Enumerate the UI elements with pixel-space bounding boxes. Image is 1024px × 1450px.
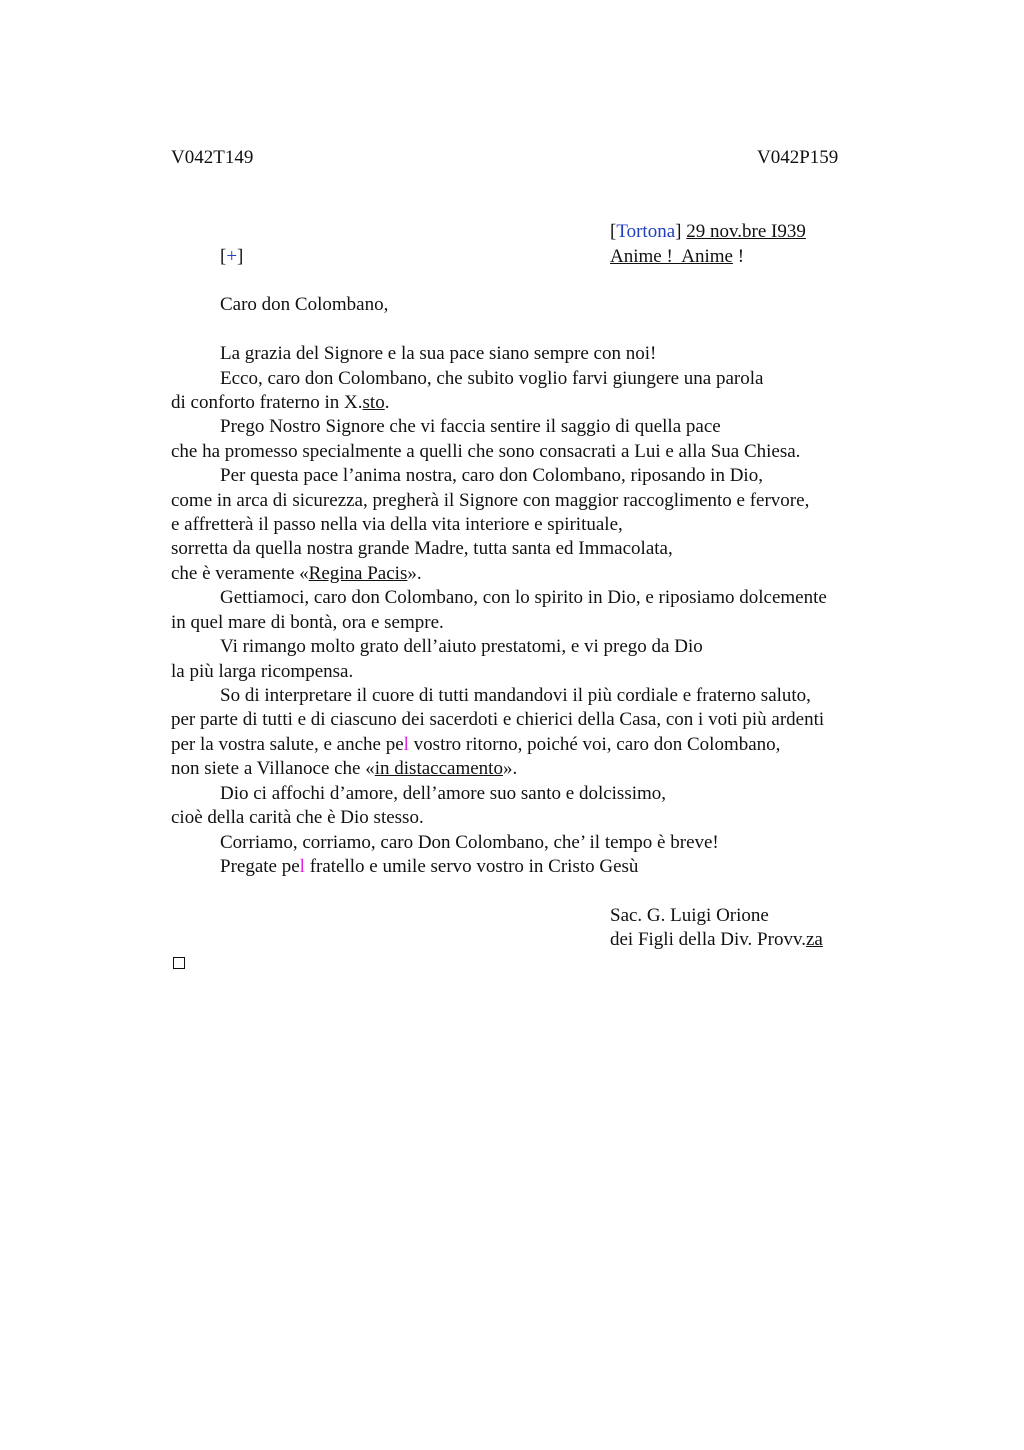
place-bracket-open: [	[610, 221, 617, 242]
body-line: e affretterà il passo nella via della vita interiore e spirituale,	[171, 514, 623, 535]
place-bracket-close: ]	[675, 221, 682, 242]
salutation: Caro don Colombano,	[220, 294, 389, 315]
body-line: non siete a Villanoce che «in distaccamento».	[171, 758, 518, 779]
body-line: che è veramente «Regina Pacis».	[171, 563, 422, 584]
motto-underlined: Anime ! Anime	[610, 246, 733, 267]
cross-mark: [+]	[220, 246, 244, 267]
body-line: Dio ci affochi d’amore, dell’amore suo santo e dolcissimo,	[220, 783, 667, 804]
body-line: come in arca di sicurezza, pregherà il Signore con maggior raccoglimento e fervore,	[171, 490, 810, 511]
body-line: Corriamo, corriamo, caro Don Colombano, che’ il tempo è breve!	[220, 832, 719, 853]
body-line: Ecco, caro don Colombano, che subito voglio farvi giungere una parola	[220, 368, 764, 389]
end-marker-box	[173, 957, 185, 969]
body-line: per la vostra salute, e anche pel vostro ritorno, poiché voi, caro don Colombano,	[171, 734, 781, 755]
body-line: sorretta da quella nostra grande Madre, tutta santa ed Immacolata,	[171, 538, 673, 559]
editorial-insert: l	[403, 734, 409, 755]
date: 29 nov.bre I939	[686, 221, 806, 242]
document-code-right: V042P159	[757, 147, 839, 168]
body-line: Gettiamoci, caro don Colombano, con lo spirito in Dio, e riposiamo dolcemente	[220, 587, 827, 608]
document-code-left: V042T149	[171, 147, 254, 168]
body-line: la più larga ricompensa.	[171, 661, 354, 682]
motto-tail: !	[732, 246, 745, 267]
dateline	[610, 220, 806, 244]
cross-symbol: +	[226, 246, 238, 267]
body-line: Prego Nostro Signore che vi faccia sentire il saggio di quella pace	[220, 416, 721, 437]
body-line: cioè della carità che è Dio stesso.	[171, 807, 424, 828]
signature-title: dei Figli della Div. Provv.za	[610, 929, 823, 950]
body-line: Per questa pace l’anima nostra, caro don Colombano, riposando in Dio,	[220, 465, 763, 486]
body-line: La grazia del Signore e la sua pace siano sempre con noi!	[220, 343, 657, 364]
body-line: So di interpretare il cuore di tutti mandandovi il più cordiale e fraterno saluto,	[220, 685, 811, 706]
motto	[610, 245, 744, 269]
body-line: per parte di tutti e di ciascuno dei sacerdoti e chierici della Casa, con i voti più ardenti	[171, 709, 825, 730]
body-line: che ha promesso specialmente a quelli che sono consacrati a Lui e alla Sua Chiesa.	[171, 441, 801, 462]
body-line: Pregate pel fratello e umile servo vostro in Cristo Gesù	[220, 856, 639, 877]
body-line: Vi rimango molto grato dell’aiuto prestatomi, e vi prego da Dio	[220, 636, 703, 657]
body-line: in quel mare di bontà, ora e sempre.	[171, 612, 444, 633]
place-name: Tortona	[616, 221, 676, 242]
editorial-insert: l	[299, 856, 305, 877]
signature-name: Sac. G. Luigi Orione	[610, 905, 769, 926]
body-line: di conforto fraterno in X.sto.	[171, 392, 390, 413]
